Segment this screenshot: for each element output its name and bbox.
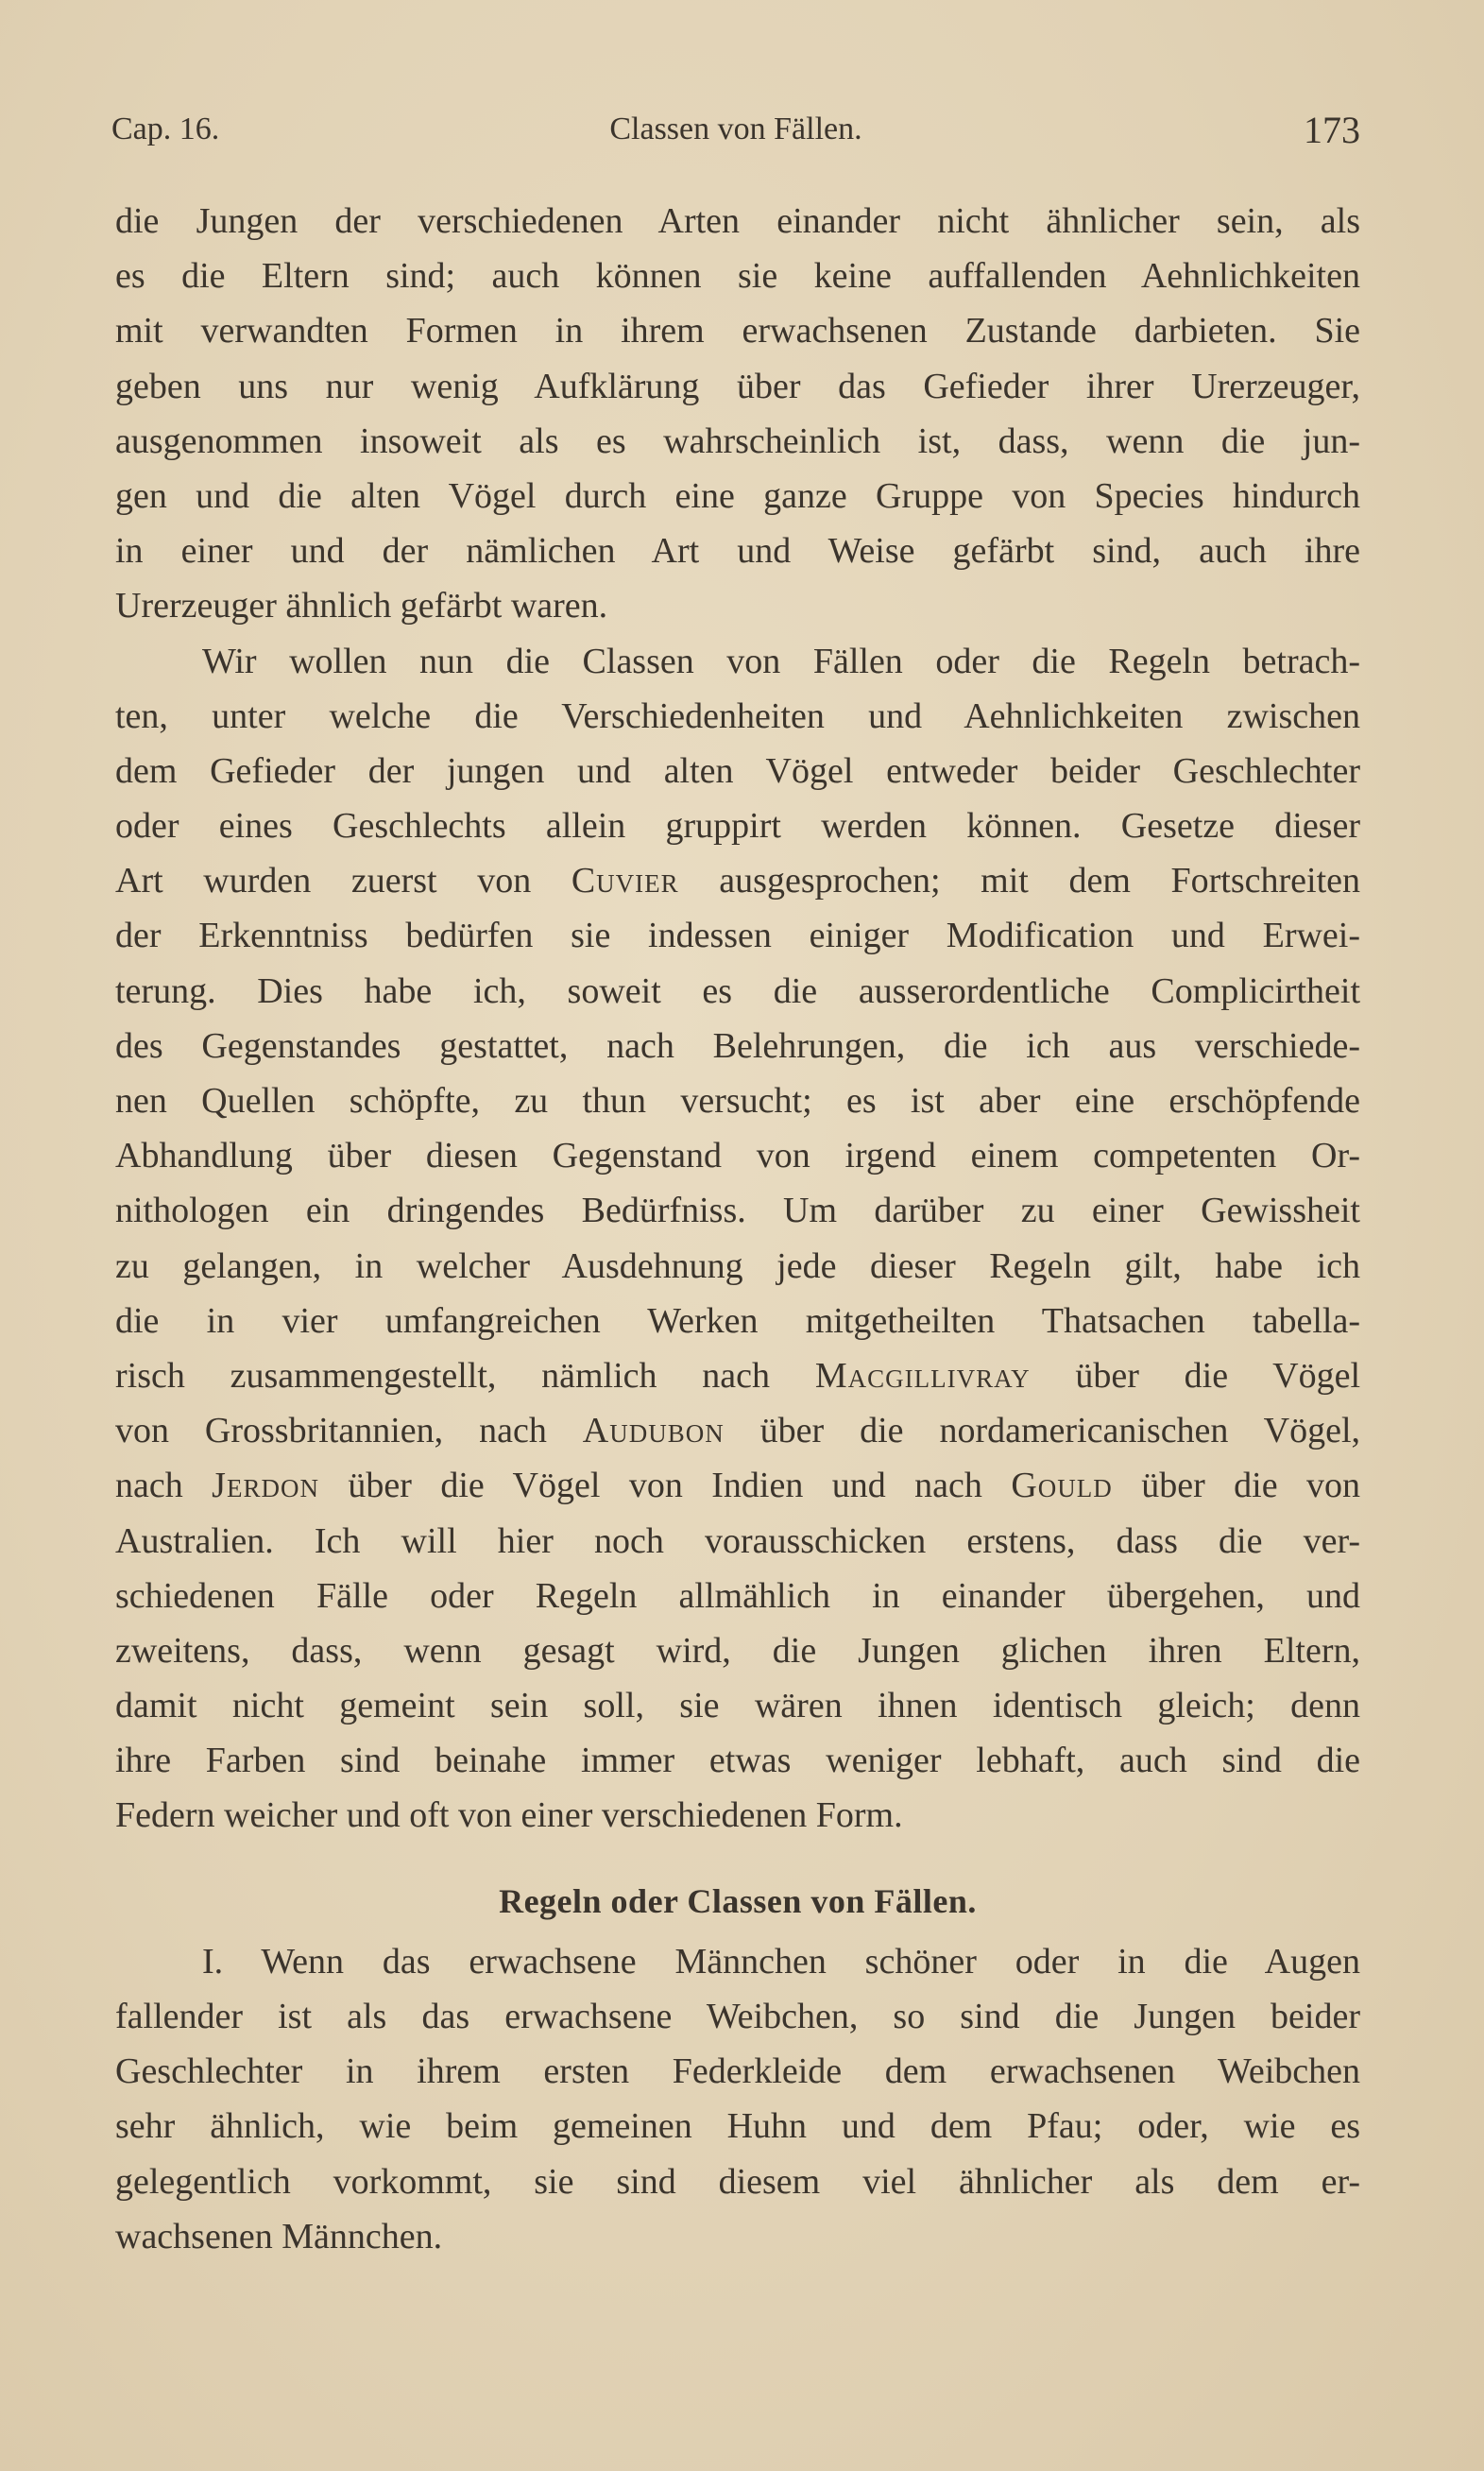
text-line: ten, unter welche die Verschiedenheiten und Aehnlichkeiten zwischen [115, 695, 1360, 736]
text-line: Geschlechter in ihrem ersten Federkleide dem erwachsenen Weibchen [115, 2051, 1360, 2092]
text-fragment: über die Vögel [1075, 1355, 1361, 1396]
text-line: Australien. Ich will hier noch vorausschicken erstens, dass die ver- [115, 1520, 1360, 1561]
text-line [115, 853, 1360, 908]
running-title: Classen von Fällen. [609, 112, 862, 146]
paragraph-2 [115, 634, 1360, 1844]
text-line: oder eines Geschlechts allein gruppirt werden können. Gesetze dieser [115, 806, 1360, 847]
text-line: sehr ähnlich, wie beim gemeinen Huhn und dem Pfau; oder, wie es [115, 2106, 1360, 2147]
author-name-jerdon: Jerdon [212, 1466, 319, 1506]
author-name-gould: Gould [1011, 1466, 1113, 1506]
text-line: in einer und der nämlichen Art und Weise gefärbt sind, auch ihre [115, 531, 1360, 572]
text-line [115, 1348, 1360, 1403]
paragraph-3 [115, 1934, 1360, 2264]
text-line: geben uns nur wenig Aufklärung über das Gefieder ihrer Urerzeuger, [115, 366, 1360, 406]
text-fragment: ausgesprochen; mit dem Fortschreiten [719, 861, 1360, 901]
text-line: mit verwandten Formen in ihrem erwachsenen Zustande darbieten. Sie [115, 311, 1360, 352]
text-line [115, 1458, 1360, 1513]
text-line: Federn weicher und oft von einer verschiedenen Form. [115, 1795, 903, 1836]
text-line: es die Eltern sind; auch können sie keine auffallenden Aehnlichkeiten [115, 256, 1360, 297]
text-line: die Jungen der verschiedenen Arten einander nicht ähnlicher sein, als [115, 201, 1360, 241]
text-fragment: nach [115, 1466, 183, 1506]
text-fragment: über die von [1141, 1466, 1361, 1506]
page-body [115, 194, 1360, 2264]
author-name-audubon: Audubon [582, 1411, 725, 1451]
text-fragment: von Grossbritannien, nach [115, 1411, 547, 1451]
paragraph-1 [115, 194, 1360, 634]
text-line: fallender ist als das erwachsene Weibchen, so sind die Jungen beider [115, 1997, 1360, 2036]
text-fragment: risch zusammengestellt, nämlich nach [115, 1355, 771, 1396]
text-line: Urerzeuger ähnlich gefärbt waren. [115, 586, 608, 626]
text-line: des Gegenstandes gestattet, nach Belehrungen, die ich aus verschiede- [115, 1025, 1360, 1066]
author-name-cuvier: Cuvier [571, 861, 679, 901]
text-line: gelegentlich vorkommt, sie sind diesem viel ähnlicher als dem er- [115, 2161, 1360, 2202]
text-line [115, 1403, 1360, 1458]
text-line: dem Gefieder der jungen und alten Vögel entweder beider Geschlechter [115, 750, 1360, 791]
text-fragment: Art wurden zuerst von [115, 861, 532, 901]
section-heading: Regeln oder Classen von Fällen. [499, 1881, 977, 1920]
text-line: Wir wollen nun die Classen von Fällen oder die Regeln betrach- [202, 641, 1360, 681]
text-line: nithologen ein dringendes Bedürfniss. Um darüber zu einer Gewissheit [115, 1191, 1360, 1231]
author-name-macgillivray: Macgillivray [814, 1355, 1031, 1396]
text-line: wachsenen Männchen. [115, 2216, 443, 2257]
text-line: terung. Dies habe ich, soweit es die ausserordentliche Complicirtheit [115, 970, 1360, 1011]
text-line: zweitens, dass, wenn gesagt wird, die Jungen glichen ihren Eltern, [115, 1630, 1360, 1671]
text-line: gen und die alten Vögel durch eine ganze Gruppe von Species hindurch [115, 475, 1360, 516]
text-line: die in vier umfangreichen Werken mitgetheilten Thatsachen tabella- [115, 1300, 1360, 1341]
text-line: I. Wenn das erwachsene Männchen schöner oder in die Augen [202, 1941, 1360, 1982]
text-line: schiedenen Fälle oder Regeln allmählich in einander übergehen, und [115, 1575, 1360, 1616]
text-fragment: über die Vögel von Indien und nach [348, 1466, 982, 1506]
text-line: der Erkenntniss bedürfen sie indessen einiger Modification und Erwei- [115, 916, 1360, 956]
text-line: zu gelangen, in welcher Ausdehnung jede dieser Regeln gilt, habe ich [115, 1245, 1360, 1286]
text-fragment: über die nordamericanischen Vögel, [759, 1411, 1361, 1451]
running-header [111, 109, 1360, 159]
text-line: damit nicht gemeint sein soll, sie wären ihnen identisch gleich; denn [115, 1686, 1360, 1726]
text-line: ausgenommen insoweit als es wahrscheinlich ist, dass, wenn die jun- [115, 420, 1360, 461]
text-line: ihre Farben sind beinahe immer etwas weniger lebhaft, auch sind die [115, 1741, 1360, 1781]
text-line: nen Quellen schöpfte, zu thun versucht; es ist aber eine erschöpfende [115, 1081, 1360, 1121]
page-number: 173 [1304, 109, 1360, 151]
text-line: Abhandlung über diesen Gegenstand von irgend einem competenten Or- [115, 1136, 1360, 1176]
chapter-label: Cap. 16. [111, 112, 220, 146]
